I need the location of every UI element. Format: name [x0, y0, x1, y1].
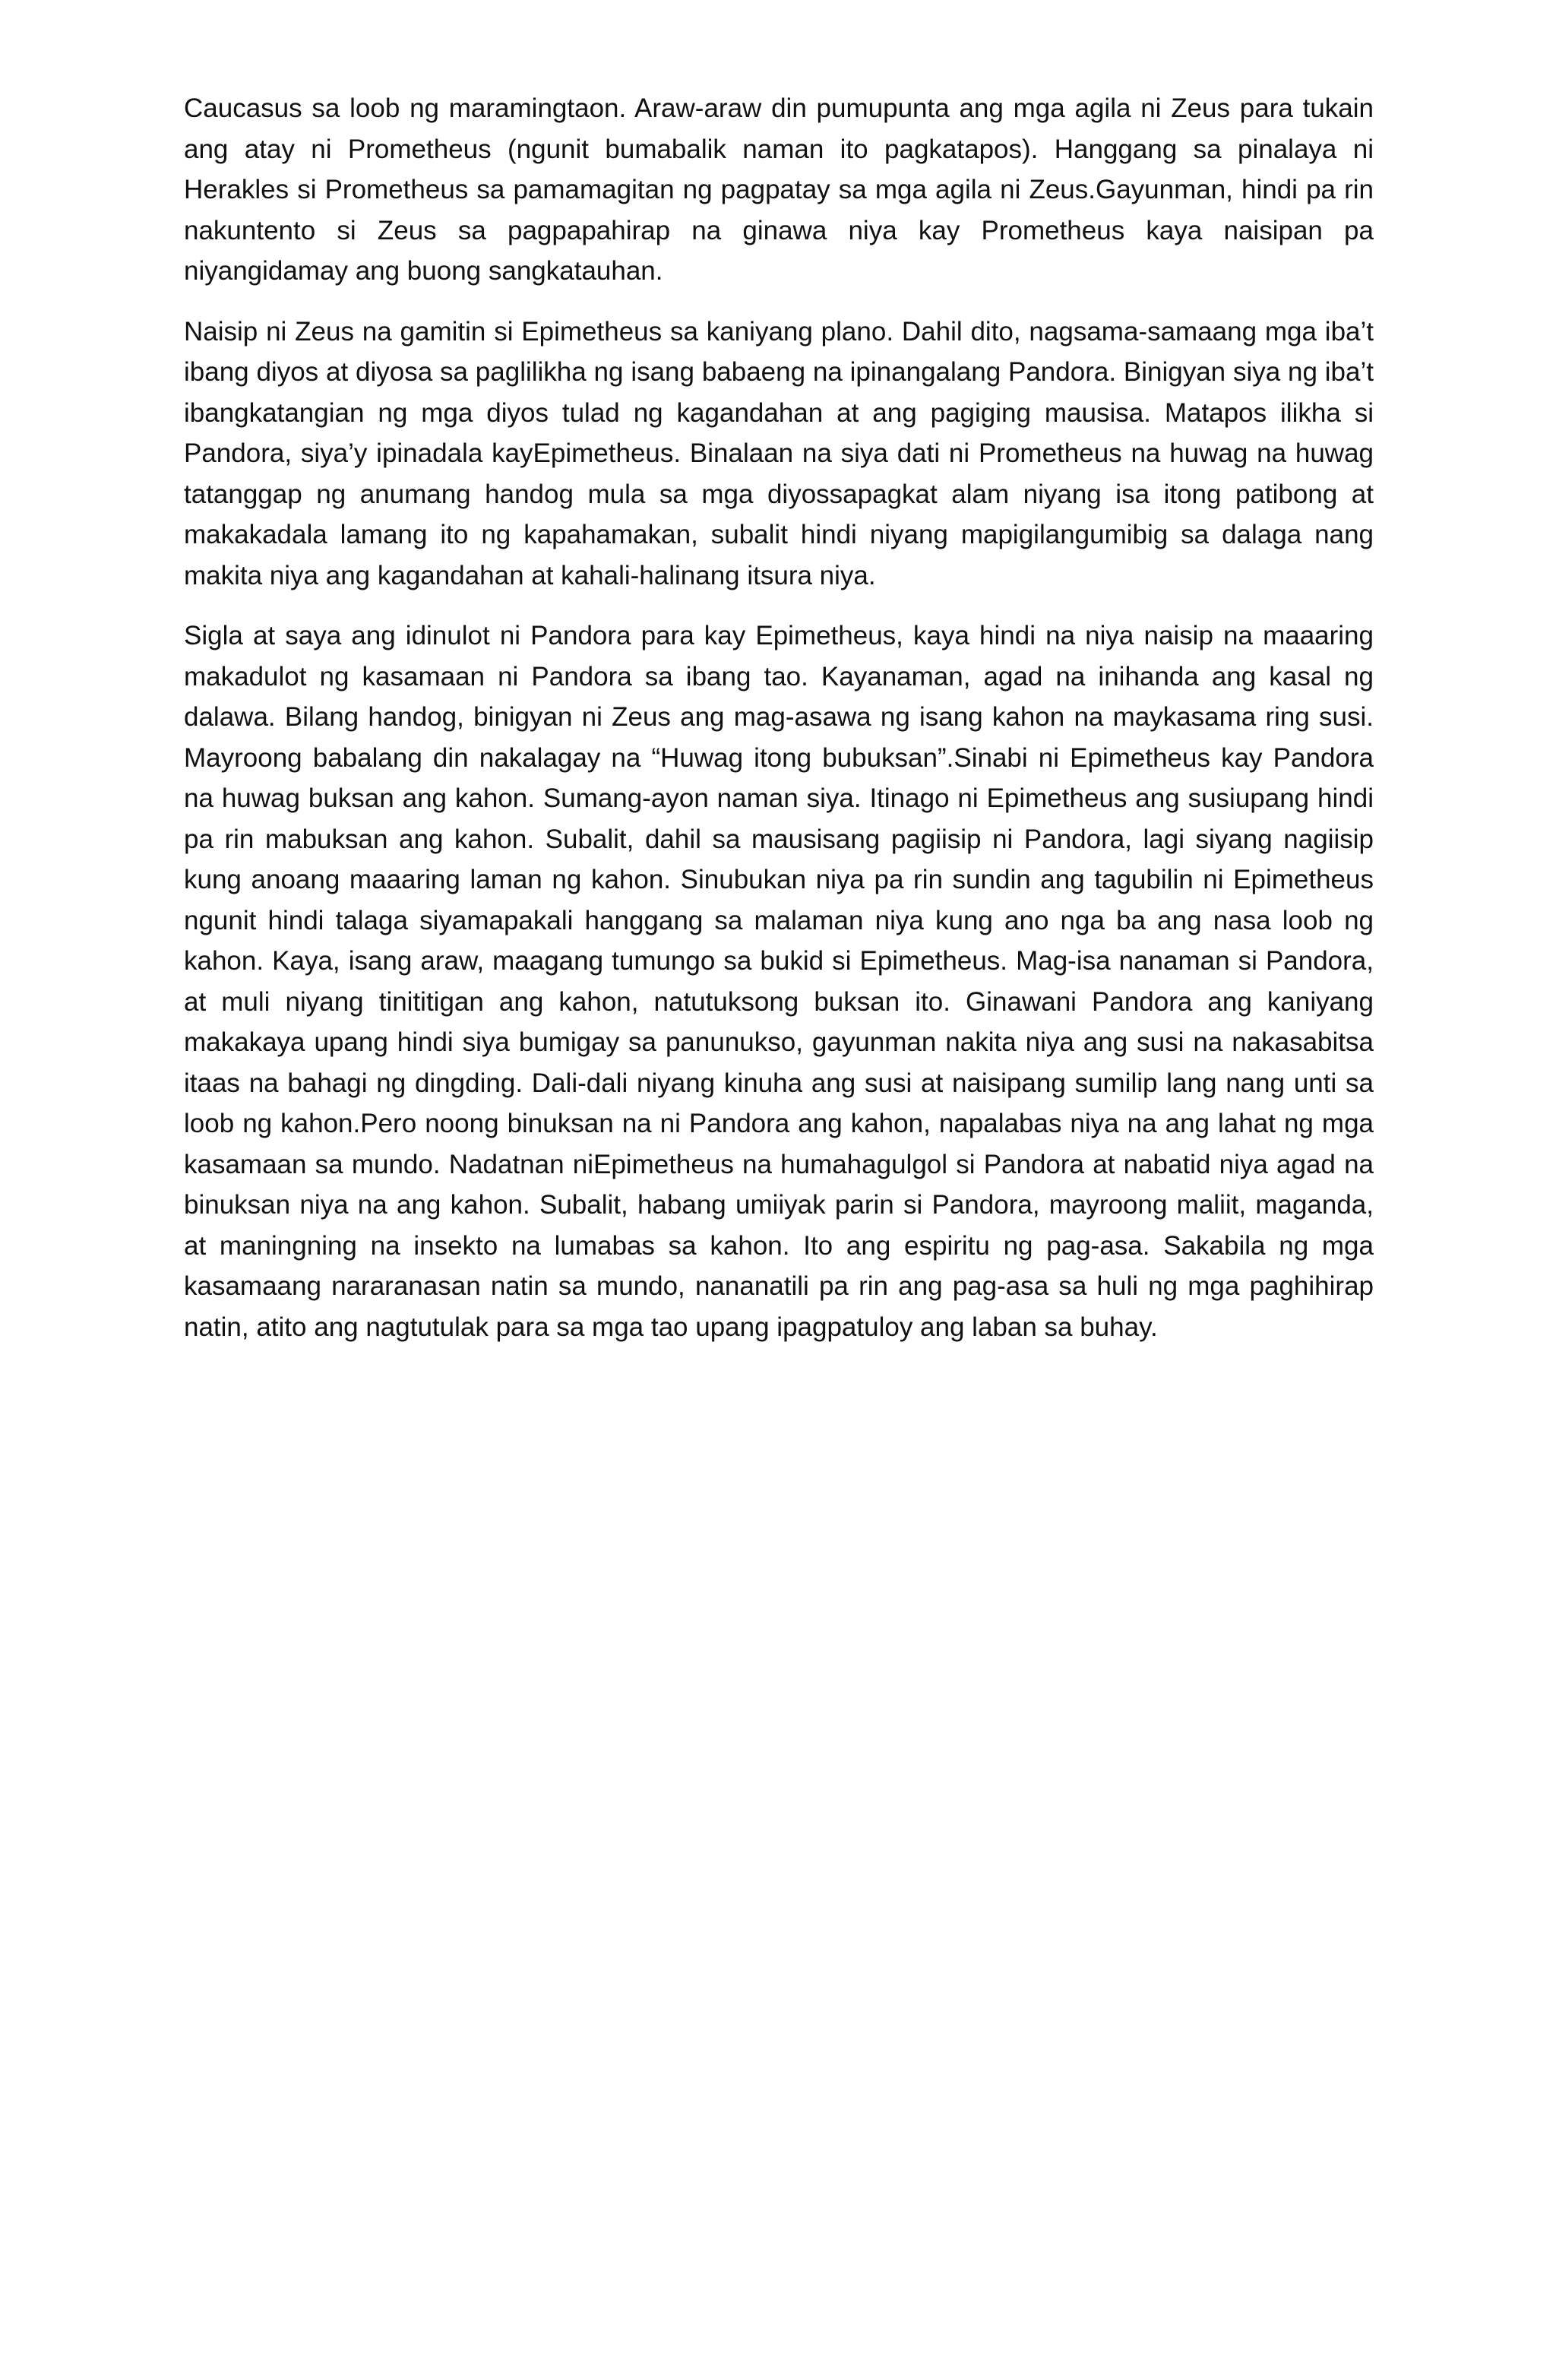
paragraph-2: Naisip ni Zeus na gamitin si Epimetheus sa kaniyang plano. Dahil dito, nagsama-samaang mga iba’t ibang diyos at diyosa sa paglilikha ng isang babaeng na ipinangalang Pandora. Binigyan siya ng iba’t ibangkatangian ng mga diyos tulad ng kagandahan at ang pagiging mausisa. Matapos ilikha si Pandora, siya’y ipinadala kayEpimetheus. Binalaan na siya dati ni Prometheus na huwag na huwag tatanggap ng anumang handog mula sa mga diyossapagkat alam niyang isa itong patibong at makakadala lamang ito ng kapahamakan, subalit hindi niyang mapigilangumibig sa dalaga nang makita niya ang kagandahan at kahali-halinang itsura niya.	[184, 316, 1374, 590]
paragraph-3: Sigla at saya ang idinulot ni Pandora para kay Epimetheus, kaya hindi na niya naisip na maaaring makadulot ng kasamaan ni Pandora sa ibang tao. Kayanaman, agad na inihanda ang kasal ng dalawa. Bilang handog, binigyan ni Zeus ang mag-asawa ng isang kahon na maykasama ring susi. Mayroong babalang din nakalagay na “Huwag itong bubuksan”.Sinabi ni Epimetheus kay Pandora na huwag buksan ang kahon. Sumang-ayon naman siya. Itinago ni Epimetheus ang susiupang hindi pa rin mabuksan ang kahon. Subalit, dahil sa mausisang pagiisip ni Pandora, lagi siyang nagiisip kung anoang maaaring laman ng kahon. Sinubukan niya pa rin sundin ang tagubilin ni Epimetheus ngunit hindi talaga siyamapakali hanggang sa malaman niya kung ano nga ba ang nasa loob ng kahon. Kaya, isang araw, maagang tumungo sa bukid si Epimetheus. Mag-isa nanaman si Pandora, at muli niyang tinititigan ang kahon, natutuksong buksan ito. Ginawani Pandora ang kaniyang makakaya upang hindi siya bumigay sa panunukso, gayunman nakita niya ang susi na nakasabitsa itaas na bahagi ng dingding. Dali-dali niyang kinuha ang susi at naisipang sumilip lang nang unti sa loob ng kahon.Pero noong binuksan na ni Pandora ang kahon, napalabas niya na ang lahat ng mga kasamaan sa mundo. Nadatnan niEpimetheus na humahagulgol si Pandora at nabatid niya agad na binuksan niya na ang kahon. Subalit, habang umiiyak parin si Pandora, mayroong maliit, maganda, at maningning na insekto na lumabas sa kahon. Ito ang espiritu ng pag-asa. Sakabila ng mga kasamaang nararanasan natin sa mundo, nananatili pa rin ang pag-asa sa huli ng mga paghihirap natin, atito ang nagtutulak para sa mga tao upang ipagpatuloy ang laban sa buhay.	[184, 621, 1374, 1342]
paragraph-1: Caucasus sa loob ng maramingtaon. Araw-araw din pumupunta ang mga agila ni Zeus para tukain ang atay ni Prometheus (ngunit bumabalik naman ito pagkatapos). Hanggang sa pinalaya ni Herakles si Prometheus sa pamamagitan ng pagpatay sa mga agila ni Zeus.Gayunman, hindi pa rin nakuntento si Zeus sa pagpapahirap na ginawa niya kay Prometheus kaya naisipan pa niyangidamay ang buong sangkatauhan.	[184, 93, 1374, 286]
document-body	[184, 88, 1374, 1367]
